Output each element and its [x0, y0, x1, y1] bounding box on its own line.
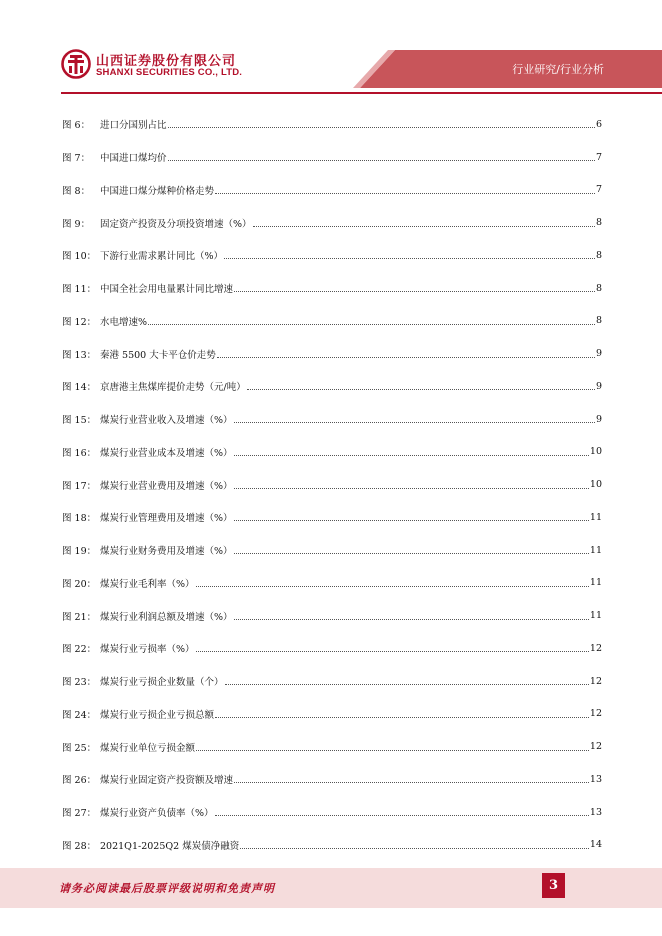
toc-page-number: 9 [595, 380, 602, 392]
toc-leader-dots [217, 356, 595, 358]
toc-figure-number: 图 13： [62, 349, 97, 361]
toc-leader-dots [234, 290, 595, 292]
toc-leader-dots [215, 716, 589, 718]
toc-figure-title: 固定资产投资及分项投资增速（%） [100, 218, 252, 230]
toc-leader-dots [234, 487, 589, 489]
footer-disclaimer: 请务必阅读最后股票评级说明和免责声明 [59, 882, 275, 895]
toc-entry[interactable] [62, 632, 602, 665]
toc-entry[interactable] [62, 599, 602, 632]
page-number: 3 [542, 873, 565, 898]
company-logo-icon [61, 49, 91, 79]
toc-figure-title: 煤炭行业资产负债率（%） [100, 808, 214, 820]
toc-leader-dots [247, 388, 595, 390]
toc-entry[interactable] [62, 501, 602, 534]
toc-figure-title: 中国全社会用电量累计同比增速 [100, 284, 234, 296]
toc-page-number: 9 [595, 413, 602, 425]
toc-figure-title: 煤炭行业财务费用及增速（%） [100, 546, 233, 558]
toc-figure-number: 图 27： [62, 808, 97, 820]
toc-figure-number: 图 22： [62, 644, 97, 656]
toc-leader-dots [234, 454, 589, 456]
toc-figure-number: 图 16： [62, 447, 97, 459]
toc-figure-title: 2021Q1-2025Q2 煤炭债净融资 [100, 840, 240, 852]
toc-figure-title: 煤炭行业单位亏损金额 [100, 742, 196, 754]
toc-figure-title: 煤炭行业固定资产投资额及增速 [100, 775, 234, 787]
toc-figure-title: 煤炭行业营业费用及增速（%） [100, 480, 233, 492]
toc-entry[interactable] [62, 337, 602, 370]
toc-figure-number: 图 6： [62, 120, 91, 132]
toc-entry[interactable] [62, 567, 602, 600]
toc-entry[interactable] [62, 665, 602, 698]
toc-figure-number: 图 25： [62, 742, 97, 754]
page-header [0, 0, 662, 98]
toc-page-number: 11 [589, 577, 602, 589]
toc-leader-dots [168, 159, 595, 161]
toc-leader-dots [234, 552, 589, 554]
toc-entry[interactable] [62, 108, 602, 141]
report-category: 行业研究/行业分析 [512, 63, 604, 76]
toc-entry[interactable] [62, 206, 602, 239]
toc-figure-number: 图 23： [62, 677, 97, 689]
toc-figure-number: 图 15： [62, 415, 97, 427]
toc-figure-title: 京唐港主焦煤库提价走势（元/吨） [100, 382, 246, 394]
toc-entry[interactable] [62, 403, 602, 436]
toc-entry[interactable] [62, 305, 602, 338]
toc-page-number: 7 [595, 151, 602, 163]
header-divider [61, 92, 662, 94]
toc-page-number: 12 [589, 675, 602, 687]
toc-entry[interactable] [62, 829, 602, 862]
toc-entry[interactable] [62, 534, 602, 567]
toc-leader-dots [234, 421, 595, 423]
toc-entry[interactable] [62, 174, 602, 207]
toc-entry[interactable] [62, 272, 602, 305]
toc-figure-number: 图 28： [62, 840, 97, 852]
toc-figure-title: 煤炭行业营业收入及增速（%） [100, 415, 233, 427]
toc-figure-number: 图 10： [62, 251, 97, 263]
toc-page-number: 11 [589, 610, 602, 622]
toc-figure-title: 中国进口煤均价 [100, 153, 167, 165]
toc-page-number: 6 [595, 118, 602, 130]
toc-entry[interactable] [62, 436, 602, 469]
toc-figure-number: 图 9： [62, 218, 91, 230]
toc-figure-number: 图 12： [62, 316, 97, 328]
toc-page-number: 12 [589, 708, 602, 720]
toc-leader-dots [253, 225, 595, 227]
toc-leader-dots [234, 781, 589, 783]
toc-figure-title: 煤炭行业毛利率（%） [100, 578, 195, 590]
toc-page-number: 13 [589, 773, 602, 785]
toc-entry[interactable] [62, 763, 602, 796]
toc-figure-number: 图 20： [62, 578, 97, 590]
toc-figure-number: 图 21： [62, 611, 97, 623]
toc-figure-number: 图 19： [62, 546, 97, 558]
toc-figure-number: 图 24： [62, 709, 97, 721]
toc-page-number: 10 [589, 479, 602, 491]
toc-leader-dots [196, 585, 589, 587]
toc-page-number: 13 [589, 806, 602, 818]
toc-figure-title: 煤炭行业营业成本及增速（%） [100, 447, 233, 459]
toc-leader-dots [234, 519, 589, 521]
toc-figure-title: 煤炭行业利润总额及增速（%） [100, 611, 233, 623]
figure-list [62, 108, 602, 861]
toc-figure-number: 图 14： [62, 382, 97, 394]
toc-figure-title: 进口分国别占比 [100, 120, 167, 132]
toc-leader-dots [215, 814, 589, 816]
toc-figure-title: 煤炭行业管理费用及增速（%） [100, 513, 233, 525]
toc-figure-title: 中国进口煤分煤种价格走势 [100, 185, 215, 197]
toc-leader-dots [215, 192, 595, 194]
toc-page-number: 11 [589, 544, 602, 556]
toc-leader-dots [234, 618, 589, 620]
toc-figure-title: 秦港 5500 大卡平仓价走势 [100, 349, 216, 361]
toc-page-number: 8 [595, 217, 602, 229]
brand-name-cn: 山西证券股份有限公司 [96, 54, 237, 69]
toc-entry[interactable] [62, 370, 602, 403]
toc-figure-title: 煤炭行业亏损企业亏损总额 [100, 709, 215, 721]
toc-entry[interactable] [62, 796, 602, 829]
toc-page-number: 12 [589, 741, 602, 753]
toc-figure-number: 图 11： [62, 284, 97, 296]
toc-leader-dots [148, 323, 595, 325]
toc-page-number: 8 [595, 249, 602, 261]
toc-figure-title: 水电增速% [100, 316, 148, 328]
toc-figure-number: 图 26： [62, 775, 97, 787]
toc-entry[interactable] [62, 239, 602, 272]
toc-leader-dots [196, 650, 589, 652]
toc-leader-dots [224, 257, 595, 259]
toc-page-number: 8 [595, 315, 602, 327]
brand-name-en: SHANXI SECURITIES CO., LTD. [96, 67, 243, 78]
toc-entry[interactable] [62, 730, 602, 763]
toc-entry[interactable] [62, 468, 602, 501]
toc-leader-dots [196, 749, 589, 751]
toc-page-number: 12 [589, 642, 602, 654]
toc-figure-number: 图 18： [62, 513, 97, 525]
toc-page-number: 7 [595, 184, 602, 196]
toc-leader-dots [225, 683, 589, 685]
toc-page-number: 9 [595, 348, 602, 360]
toc-page-number: 8 [595, 282, 602, 294]
toc-page-number: 10 [589, 446, 602, 458]
toc-entry[interactable] [62, 698, 602, 731]
toc-figure-number: 图 17： [62, 480, 97, 492]
toc-page-number: 14 [589, 839, 602, 851]
toc-figure-title: 煤炭行业亏损企业数量（个） [100, 677, 224, 689]
toc-entry[interactable] [62, 141, 602, 174]
toc-leader-dots [240, 847, 589, 849]
toc-figure-number: 图 7： [62, 153, 91, 165]
toc-figure-title: 下游行业需求累计同比（%） [100, 251, 224, 263]
toc-leader-dots [168, 126, 595, 128]
toc-figure-title: 煤炭行业亏损率（%） [100, 644, 195, 656]
toc-page-number: 11 [589, 511, 602, 523]
toc-figure-number: 图 8： [62, 185, 91, 197]
